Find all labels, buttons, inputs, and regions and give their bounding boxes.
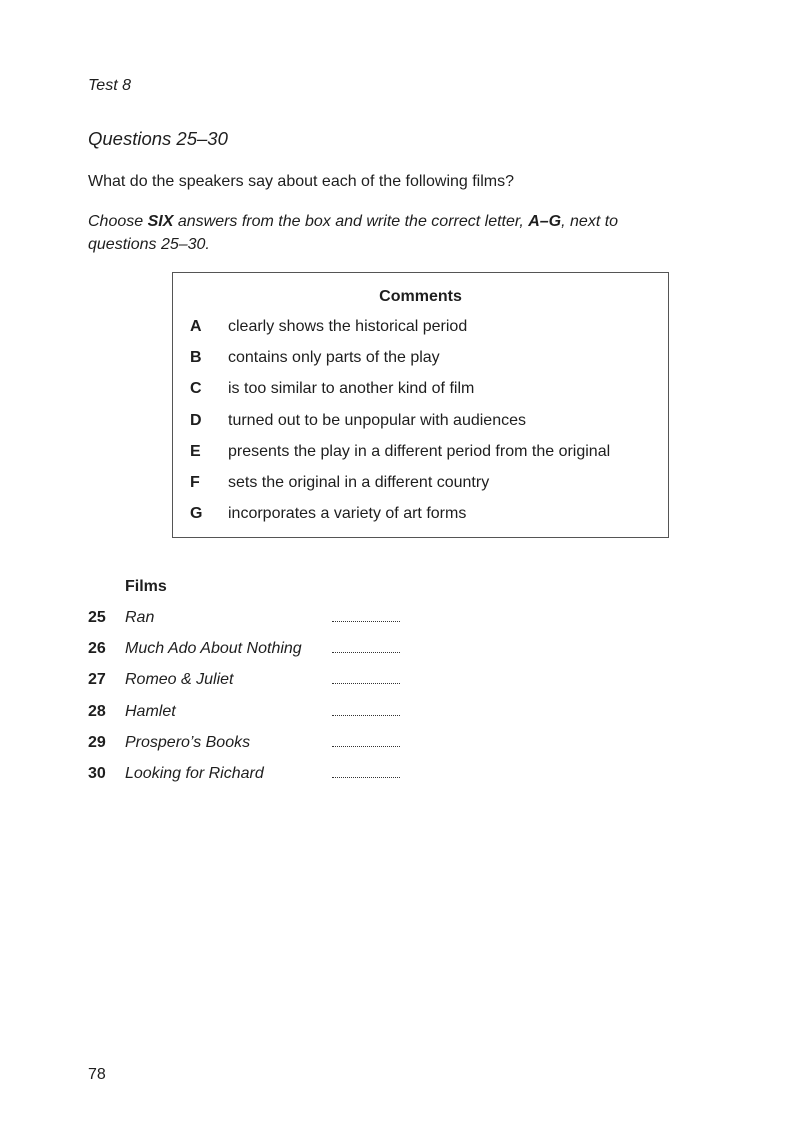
comment-letter: B <box>190 349 202 366</box>
comment-letter: C <box>190 380 202 397</box>
film-title: Much Ado About Nothing <box>125 640 302 657</box>
comment-option <box>173 318 668 342</box>
comment-option <box>173 412 668 436</box>
comments-heading: Comments <box>379 288 462 305</box>
comment-option <box>173 380 668 404</box>
comment-letter: A <box>190 318 202 335</box>
answer-blank[interactable] <box>332 715 400 716</box>
answer-blank[interactable] <box>332 746 400 747</box>
film-question <box>88 734 488 758</box>
film-title: Prospero’s Books <box>125 734 251 751</box>
question-number: 29 <box>88 734 106 751</box>
question-number: 30 <box>88 765 106 782</box>
film-question <box>88 609 488 633</box>
instruction-emphasis: A–G <box>528 213 562 230</box>
running-head: Test 8 <box>88 77 131 94</box>
instruction-part: , next to questions 25–30. <box>88 213 619 253</box>
comments-box <box>172 272 669 538</box>
film-question <box>88 640 488 664</box>
instruction-text <box>88 210 688 256</box>
film-title: Ran <box>125 609 155 626</box>
film-title: Looking for Richard <box>125 765 264 782</box>
comment-text: turned out to be unpopular with audiences <box>228 412 526 429</box>
comment-letter: E <box>190 443 201 460</box>
films-heading: Films <box>125 578 167 595</box>
comment-letter: D <box>190 412 202 429</box>
question-number: 25 <box>88 609 106 626</box>
comment-option <box>173 349 668 373</box>
answer-blank[interactable] <box>332 683 400 684</box>
comment-text: contains only parts of the play <box>228 349 440 366</box>
comment-option <box>173 474 668 498</box>
answer-blank[interactable] <box>332 777 400 778</box>
instruction-part: answers from the box and write the correct letter, <box>173 213 529 230</box>
film-question <box>88 703 488 727</box>
film-question <box>88 671 488 695</box>
question-number: 26 <box>88 640 106 657</box>
comment-text: presents the play in a different period from the original <box>228 443 611 460</box>
instruction-part: Choose <box>88 213 148 230</box>
comment-text: is too similar to another kind of film <box>228 380 475 397</box>
question-number: 28 <box>88 703 106 720</box>
answer-blank[interactable] <box>332 621 400 622</box>
question-number: 27 <box>88 671 106 688</box>
comment-letter: G <box>190 505 203 522</box>
comment-option <box>173 443 668 467</box>
question-prompt: What do the speakers say about each of the following films? <box>88 173 515 190</box>
comment-option <box>173 505 668 529</box>
answer-blank[interactable] <box>332 652 400 653</box>
section-title: Questions 25–30 <box>88 128 228 149</box>
page-number: 78 <box>88 1066 106 1083</box>
comment-letter: F <box>190 474 200 491</box>
comment-text: sets the original in a different country <box>228 474 490 491</box>
comment-text: incorporates a variety of art forms <box>228 505 467 522</box>
film-title: Hamlet <box>125 703 176 720</box>
film-question <box>88 765 488 789</box>
instruction-emphasis: SIX <box>147 213 174 230</box>
film-title: Romeo & Juliet <box>125 671 234 688</box>
comment-text: clearly shows the historical period <box>228 318 468 335</box>
